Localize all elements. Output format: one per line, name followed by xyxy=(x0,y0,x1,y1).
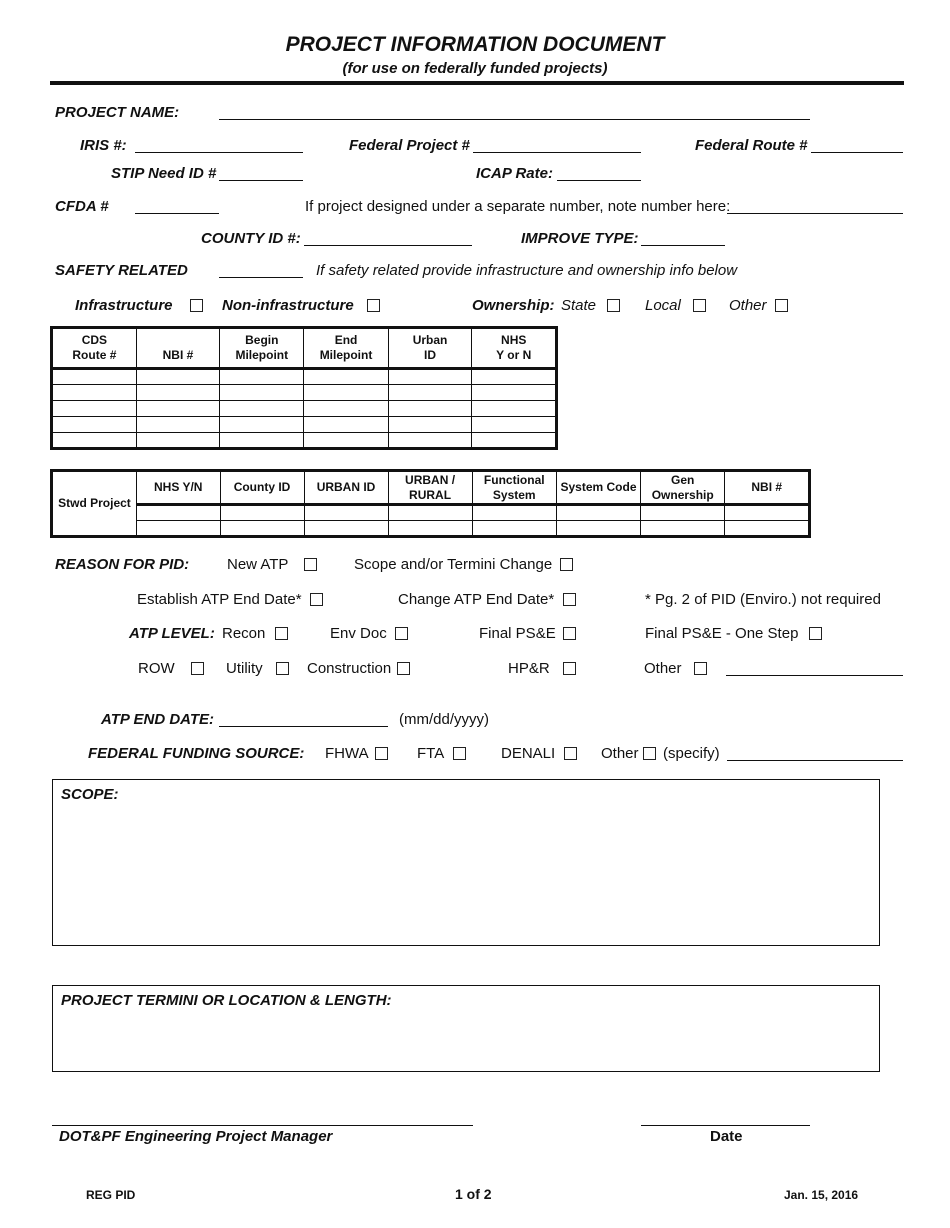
funding-label: FEDERAL FUNDING SOURCE: xyxy=(88,745,305,762)
page-subtitle: (for use on federally funded projects) xyxy=(342,60,608,77)
reason-other-checkbox[interactable] xyxy=(694,662,707,675)
county-id-label: COUNTY ID #: xyxy=(201,230,301,247)
reason-other-field[interactable] xyxy=(726,675,903,676)
ownership-label: Ownership: xyxy=(472,297,555,314)
scope-box[interactable] xyxy=(52,779,880,946)
hpr-checkbox[interactable] xyxy=(563,662,576,675)
statewide-table xyxy=(50,469,811,538)
reason-other-label: Other xyxy=(644,660,682,677)
table-row[interactable] xyxy=(52,369,557,385)
table-row[interactable] xyxy=(52,505,810,521)
termini-label: PROJECT TERMINI OR LOCATION & LENGTH: xyxy=(61,992,392,1009)
construction-checkbox[interactable] xyxy=(397,662,410,675)
federal-route-field[interactable] xyxy=(811,152,903,153)
recon-label: Recon xyxy=(222,625,266,642)
funding-specify-label: (specify) xyxy=(663,745,720,762)
federal-route-label: Federal Route # xyxy=(695,137,808,154)
separate-number-label: If project designed under a separate number, note number here: xyxy=(305,198,731,215)
ownership-local-label: Local xyxy=(645,297,681,314)
infrastructure-label: Infrastructure xyxy=(75,297,173,314)
atp-end-field[interactable] xyxy=(219,726,388,727)
funding-other-checkbox[interactable] xyxy=(643,747,656,760)
th-nbi2: NBI # xyxy=(725,471,810,505)
denali-checkbox[interactable] xyxy=(564,747,577,760)
th-system-code: System Code xyxy=(556,471,640,505)
atp-end-format: (mm/dd/yyyy) xyxy=(399,711,489,728)
atp-level-label: ATP LEVEL: xyxy=(129,625,215,642)
route-table xyxy=(50,326,558,450)
non-infrastructure-checkbox[interactable] xyxy=(367,299,380,312)
fta-checkbox[interactable] xyxy=(453,747,466,760)
scope-change-checkbox[interactable] xyxy=(560,558,573,571)
fta-label: FTA xyxy=(417,745,445,762)
infrastructure-checkbox[interactable] xyxy=(190,299,203,312)
denali-label: DENALI xyxy=(501,745,556,762)
recon-checkbox[interactable] xyxy=(275,627,288,640)
manager-label: DOT&PF Engineering Project Manager xyxy=(59,1128,333,1145)
env-doc-label: Env Doc xyxy=(330,625,387,642)
fhwa-checkbox[interactable] xyxy=(375,747,388,760)
ownership-other-label: Other xyxy=(729,297,767,314)
footer-page-number: 1 of 2 xyxy=(455,1186,492,1202)
scope-label: SCOPE: xyxy=(61,786,119,803)
table-row[interactable] xyxy=(52,433,557,449)
change-end-label: Change ATP End Date* xyxy=(398,591,555,608)
page-title: PROJECT INFORMATION DOCUMENT xyxy=(285,33,665,56)
project-name-field[interactable] xyxy=(219,119,810,120)
footer-form-id: REG PID xyxy=(86,1188,136,1202)
row-checkbox[interactable] xyxy=(191,662,204,675)
change-end-checkbox[interactable] xyxy=(563,593,576,606)
new-atp-label: New ATP xyxy=(227,556,289,573)
table-row[interactable] xyxy=(52,417,557,433)
fhwa-label: FHWA xyxy=(325,745,369,762)
safety-related-label: SAFETY RELATED xyxy=(55,262,188,279)
funding-other-label: Other xyxy=(601,745,639,762)
env-doc-checkbox[interactable] xyxy=(395,627,408,640)
th-urban-id2: URBAN ID xyxy=(304,471,388,505)
cfda-label: CFDA # xyxy=(55,198,109,215)
date-label: Date xyxy=(710,1128,743,1145)
footer-date: Jan. 15, 2016 xyxy=(784,1188,859,1202)
construction-label: Construction xyxy=(307,660,392,677)
funding-specify-field[interactable] xyxy=(727,760,903,761)
non-infrastructure-label: Non-infrastructure xyxy=(222,297,354,314)
th-begin-milepoint: Begin Milepoint xyxy=(220,328,304,369)
final-pse-checkbox[interactable] xyxy=(563,627,576,640)
ownership-state-checkbox[interactable] xyxy=(607,299,620,312)
safety-note: If safety related provide infrastructure and ownership info below xyxy=(316,262,738,279)
th-functional-system: Functional System xyxy=(472,471,556,505)
ownership-state-label: State xyxy=(561,297,597,314)
final-pse-one-label: Final PS&E - One Step xyxy=(645,625,799,642)
table-row[interactable] xyxy=(52,401,557,417)
scope-change-label: Scope and/or Termini Change xyxy=(354,556,553,573)
utility-checkbox[interactable] xyxy=(276,662,289,675)
cfda-field[interactable] xyxy=(135,213,219,214)
icap-label: ICAP Rate: xyxy=(476,165,553,182)
federal-project-label: Federal Project # xyxy=(349,137,470,154)
ownership-other-checkbox[interactable] xyxy=(775,299,788,312)
establish-end-checkbox[interactable] xyxy=(310,593,323,606)
county-id-field[interactable] xyxy=(304,245,472,246)
date-signature-line[interactable] xyxy=(641,1125,810,1126)
termini-box[interactable] xyxy=(52,985,880,1072)
icap-field[interactable] xyxy=(557,180,641,181)
hpr-label: HP&R xyxy=(508,660,550,677)
ownership-local-checkbox[interactable] xyxy=(693,299,706,312)
stwd-project-label: Stwd Project xyxy=(52,471,137,537)
table-row[interactable] xyxy=(52,385,557,401)
row-label: ROW xyxy=(138,660,175,677)
th-nhs-yn: NHS Y/N xyxy=(136,471,220,505)
iris-label: IRIS #: xyxy=(80,137,127,154)
establish-end-label: Establish ATP End Date* xyxy=(137,591,302,608)
safety-related-field[interactable] xyxy=(219,277,303,278)
final-pse-one-checkbox[interactable] xyxy=(809,627,822,640)
th-end-milepoint: End Milepoint xyxy=(304,328,388,369)
federal-project-field[interactable] xyxy=(473,152,641,153)
th-county-id: County ID xyxy=(220,471,304,505)
utility-label: Utility xyxy=(226,660,263,677)
stip-label: STIP Need ID # xyxy=(111,165,217,182)
final-pse-label: Final PS&E xyxy=(479,625,556,642)
th-gen-ownership: Gen Ownership xyxy=(640,471,724,505)
stip-field[interactable] xyxy=(219,180,303,181)
new-atp-checkbox[interactable] xyxy=(304,558,317,571)
manager-signature-line[interactable] xyxy=(52,1125,473,1126)
table-row[interactable] xyxy=(52,521,810,537)
separate-number-field[interactable] xyxy=(727,213,903,214)
improve-type-field[interactable] xyxy=(641,245,725,246)
th-nbi: NBI # xyxy=(136,328,219,369)
th-cds-route: CDS Route # xyxy=(52,328,137,369)
th-urban-rural: URBAN / RURAL xyxy=(388,471,472,505)
improve-type-label: IMPROVE TYPE: xyxy=(521,230,639,247)
iris-field[interactable] xyxy=(135,152,303,153)
header-rule xyxy=(50,81,904,85)
atp-end-label: ATP END DATE: xyxy=(101,711,215,728)
project-name-label: PROJECT NAME: xyxy=(55,104,180,121)
th-nhs: NHS Y or N xyxy=(472,328,557,369)
enviro-note: * Pg. 2 of PID (Enviro.) not required xyxy=(645,591,881,608)
reason-label: REASON FOR PID: xyxy=(55,556,190,573)
th-urban-id: Urban ID xyxy=(388,328,472,369)
